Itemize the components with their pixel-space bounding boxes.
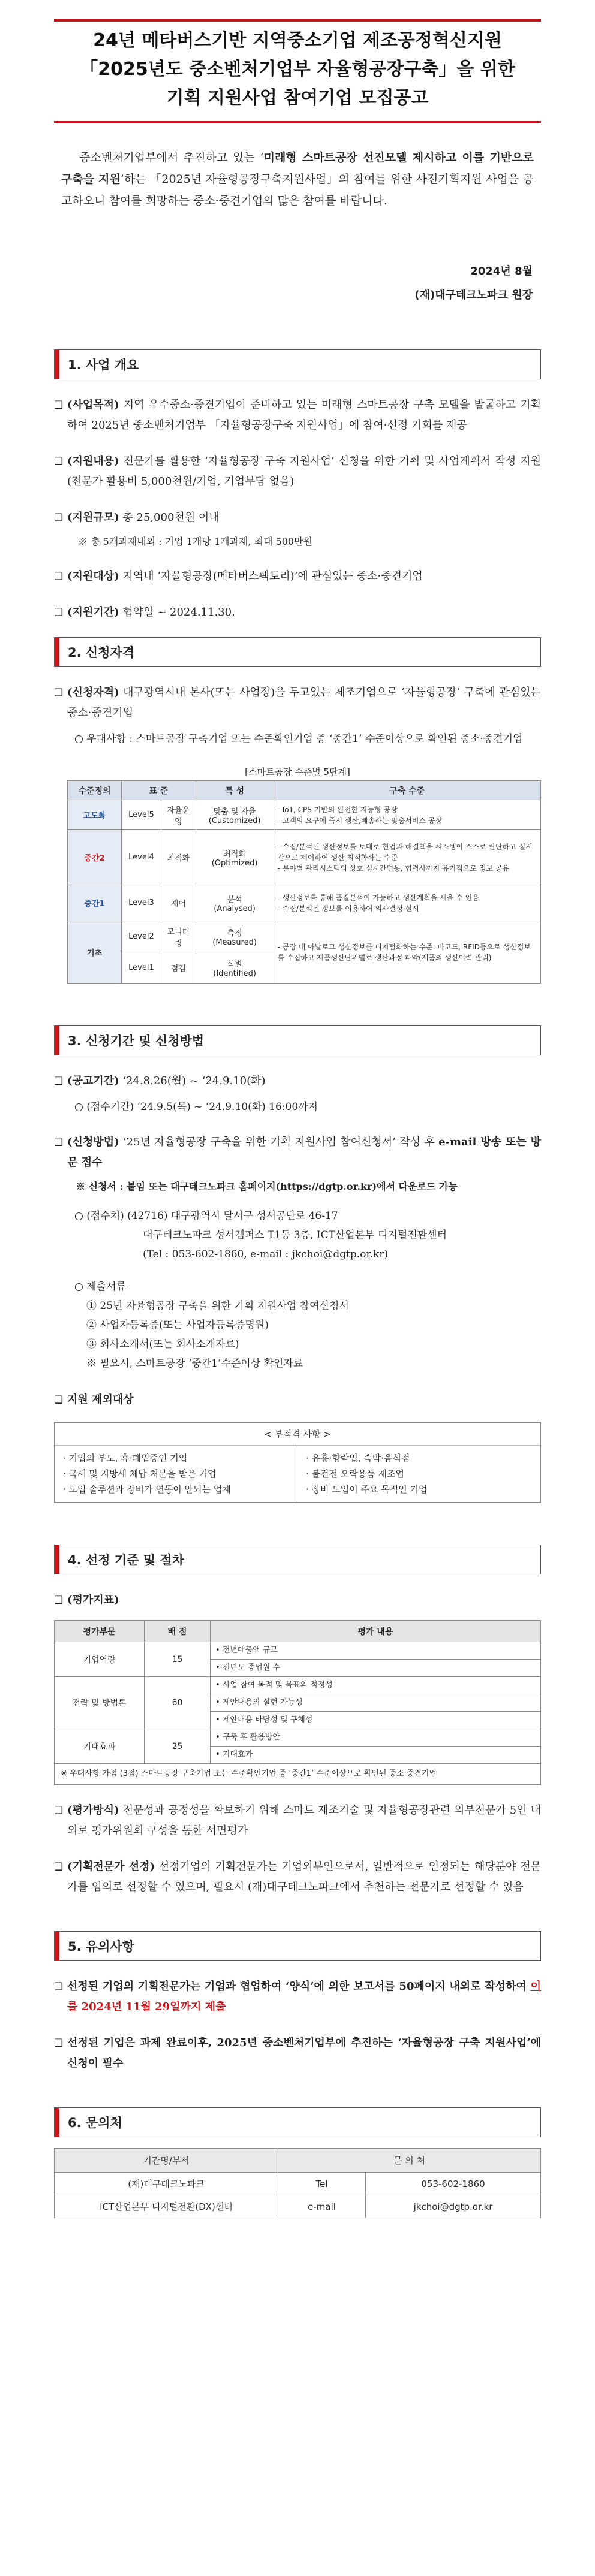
checkbox-square-icon: ❑	[54, 607, 64, 619]
checkbox-square-icon: ❑	[54, 399, 64, 411]
section-6-header: 6. 문의처	[54, 2107, 541, 2137]
table-header: 문 의 처	[278, 2149, 541, 2173]
docs-title: ○ 제출서류	[74, 1281, 126, 1293]
table-row: Level1 점검 식별 (Identified)	[68, 952, 541, 984]
list-item: ② 사업자등록증(또는 사업자등록증명원)	[86, 1319, 269, 1331]
metrics-item: ❑ (평가지표)	[54, 1590, 541, 1610]
checkbox-square-icon: ❑	[54, 687, 64, 699]
table-row: 기업역량 15 • 전년매출액 규모	[55, 1642, 541, 1660]
checkbox-square-icon: ❑	[54, 1594, 64, 1606]
header-bottom-rule	[54, 121, 541, 123]
deadline-highlight: 이를 2024년 11월 29일까지 제출	[67, 1980, 541, 2013]
checkbox-square-icon: ❑	[54, 571, 64, 583]
section-1-header: 1. 사업 개요	[54, 349, 541, 379]
intro-emphasis: 미래형 스마트공장 선진모델 제시하고 이를 기반으로 구축을 지원	[61, 151, 534, 186]
table-header: 배 점	[145, 1621, 211, 1642]
page-title	[54, 22, 541, 113]
section-4-header: 4. 선정 기준 및 절차	[54, 1545, 541, 1574]
checkbox-square-icon: ❑	[54, 1394, 64, 1406]
receipt-place-line2: 대구테크노파크 성서캠퍼스 T1동 3층, ICT산업본부 디지털전환센터	[143, 1229, 447, 1241]
smart-factory-level-table	[67, 780, 541, 984]
table-header: 표 준	[122, 781, 196, 800]
level-table-caption: [스마트공장 수준별 5단계]	[245, 767, 350, 777]
signoff	[54, 260, 541, 307]
issuer-name: (재)대구테크노파크 원장	[414, 289, 533, 301]
note-application: ❑ 선정된 기업은 과제 완료이후, 2025년 중소벤처기업부에 추진하는 ‘자율형공장 구축 지원사업’에 신청이 필수	[54, 2033, 541, 2074]
ineligible-list-left: · 기업의 부도, 휴·폐업중인 기업 · 국세 및 지방세 체납 처분을 받은 기업 · 도입 솔루션과 장비가 연동이 안되는 업체	[55, 1446, 298, 1502]
table-row: • 제안내용 타당성 및 구체성	[55, 1712, 541, 1729]
overview-purpose: ❑ (사업목적) 지역 우수중소·중견기업이 준비하고 있는 미래형 스마트공장 구축 모델을 발굴하고 기획하여 2025년 중소벤처기업부 「자율형공장구축 지원사업」에 참여·선정 기회를 제공	[54, 395, 541, 436]
checkbox-square-icon: ❑	[54, 1075, 64, 1087]
expert-selection: ❑ (기획전문가 선정) 선정기업의 기획전문가는 기업외부인으로서, 일반적으로 인정되는 해당분야 전문가를 임의로 선정할 수 있으며, 필요시 (재)대구테크노파크에서 추천하는 전문가로 선정할 수 있음	[54, 1857, 541, 1898]
intro-paragraph: 중소벤처기업부에서 추진하고 있는 ‘미래형 스마트공장 선진모델 제시하고 이를 기반으로 구축을 지원’하는 「2025년 자율형공장구축지원사업」의 참여를 위한 사전기획지원 사업을 공고하오니 참여를 희망하는 중소·중견기업의 많은 참여를 바랍니다.	[61, 151, 534, 207]
list-item: ③ 회사소개서(또는 회사소개자료)	[86, 1338, 239, 1350]
contact-table	[54, 2148, 541, 2218]
checkbox-square-icon: ❑	[54, 1981, 64, 1993]
table-header: 기관명/부서	[55, 2149, 278, 2173]
note-report: ❑ 선정된 기업의 기획전문가는 기업과 협업하여 ‘양식’에 의한 보고서를 50페이지 내외로 작성하여 이를 2024년 11월 29일까지 제출	[54, 1977, 541, 2017]
section-2-header: 2. 신청자격	[54, 637, 541, 667]
table-header: 수준정의	[68, 781, 122, 800]
table-header: 특 성	[196, 781, 274, 800]
evaluation-method: ❑ (평가방식) 전문성과 공정성을 확보하기 위해 스마트 제조기술 및 자율형공장관련 외부전문가 5인 내외로 평가위원회 구성을 통한 서면평가	[54, 1800, 541, 1841]
table-row: 기초 Level2 모니터링 측정 (Measured) - 공장 내 아날로그 생산정보를 디지털화하는 수준: 바코드, RFID등으로 생산정보를 수집하고 제품생산단위별로 생산과정 파악(제품의 생산이력 관리)	[68, 921, 541, 952]
checkbox-square-icon: ❑	[54, 1136, 64, 1148]
receipt-period: ○ (접수기간) ‘24.9.5(목) ~ ‘24.9.10(화) 16:00까지	[74, 1101, 318, 1113]
contact-phone: 053-602-1860	[366, 2173, 541, 2195]
table-row: 기대효과 25 • 구축 후 활용방안	[55, 1729, 541, 1747]
eligibility-item: ❑ (신청자격) 대구광역시내 본사(또는 사업장)을 두고있는 제조기업으로 ‘자율형공장’ 구축에 관심있는 중소·중견기업	[54, 683, 541, 723]
table-row: 전략 및 방법론 60 • 사업 참여 목적 및 목표의 적정성	[55, 1677, 541, 1694]
ineligible-header: < 부적격 사항 >	[264, 1429, 331, 1440]
evaluation-table	[54, 1620, 541, 1785]
checkbox-square-icon: ❑	[54, 512, 64, 524]
overview-target: ❑ (지원대상) 지역내 ‘자율형공장(메타버스팩토리)’에 관심있는 중소·중견기업	[54, 566, 541, 587]
receipt-place: ○ (접수처) (42716) 대구광역시 달서구 성서공단로 46-17	[74, 1210, 338, 1222]
receipt-contact: (Tel : 053-602-1860, e-mail : jkchoi@dgtp.or.kr)	[143, 1248, 389, 1260]
checkbox-square-icon: ❑	[54, 456, 64, 467]
evaluation-note: ※ 우대사항 가점 (3점) 스마트공장 구축기업 또는 수준확인기업 중 ‘중간1’ 수준이상으로 확인된 중소·중견기업	[55, 1764, 541, 1785]
apply-period: ❑ (공고기간) ‘24.8.26(월) ~ ‘24.9.10(화)	[54, 1071, 541, 1091]
overview-content: ❑ (지원내용) 전문가를 활용한 ‘자율형공장 구축 지원사업’ 신청을 위한 기획 및 사업계획서 작성 지원 (전문가 활용비 5,000천원/기업, 기업부담 없음)	[54, 451, 541, 492]
table-row: 중간2 Level4 최적화 최적화 (Optimized) - 수집/분석된 생산정보를 토대로 현업과 해결책을 시스템이 스스로 판단하고 실시간으로 제어하여 생산 최적화하는 수준 - 분야별 관리시스템의 상호 실시간연동, 협력사까지 유기적으로 정보 공유	[68, 830, 541, 885]
apply-method: ❑ (신청방법) ‘25년 자율형공장 구축을 위한 기획 지원사업 참여신청서’ 작성 후 e-mail 방송 또는 방문 접수	[54, 1132, 541, 1173]
ineligible-list-right: · 유흥·향락업, 숙박·음식점 · 불건전 오락용품 제조업 · 장비 도입이 주요 목적인 기업	[306, 1453, 428, 1495]
document-header	[54, 0, 541, 123]
overview-scale: ❑ (지원규모) 총 25,000천원 이내	[54, 508, 541, 528]
title-line-1: 24년 메타버스기반 지역중소기업 제조공정혁신지원	[93, 30, 502, 51]
title-line-3: 기획 지원사업 참여기업 모집공고	[166, 88, 429, 108]
contact-email[interactable]: jkchoi@dgtp.or.kr	[366, 2195, 541, 2218]
checkbox-square-icon: ❑	[54, 1805, 64, 1817]
table-row: (재)대구테크노파크 Tel 053-602-1860	[55, 2173, 541, 2195]
ineligible-box	[54, 1422, 541, 1503]
table-header: 평가 내용	[211, 1621, 541, 1642]
list-item: ① 25년 자율형공장 구축을 위한 기획 지원사업 참여신청서	[86, 1300, 349, 1312]
table-row: ICT산업본부 디지털전환(DX)센터 e-mail jkchoi@dgtp.or.kr	[55, 2195, 541, 2218]
overview-period: ❑ (지원기간) 협약일 ~ 2024.11.30.	[54, 602, 541, 623]
preference-note: ○ 우대사항 : 스마트공장 구축기업 또는 수준확인기업 중 ‘중간1’ 수준이상으로 확인된 중소·중견기업	[74, 733, 523, 745]
table-header: 평가부문	[55, 1621, 145, 1642]
table-row: 중간1 Level3 제어 분석 (Analysed) - 생산정보를 통해 품질분석이 가능하고 생산계획을 세울 수 있음 - 수집/분석된 정보를 이용하여 의사결정 실시	[68, 885, 541, 921]
table-header: 구축 수준	[274, 781, 540, 800]
download-note: ※ 신청서 : 붙임 또는 대구테크노파크 홈페이지(https://dgtp.or.kr)에서 다운로드 가능	[76, 1181, 458, 1192]
list-item: ※ 필요시, 스마트공장 ‘중간1’수준이상 확인자료	[86, 1358, 303, 1370]
checkbox-square-icon: ❑	[54, 1861, 64, 1873]
table-row: 고도화 Level5 자율운영 맞춤 및 자율 (Customized) - IoT, CPS 기반의 완전한 지능형 공장 - 고객의 요구에 즉시 생산,배송하는 맞춤서비스 공장	[68, 800, 541, 830]
section-3-header: 3. 신청기간 및 신청방법	[54, 1025, 541, 1055]
checkbox-square-icon: ❑	[54, 2037, 64, 2049]
title-line-2: 「2025년도 중소벤처기업부 자율형공장구축」을 위한	[80, 59, 515, 80]
table-row: • 기대효과	[55, 1747, 541, 1764]
scale-note: ※ 총 5개과제내외 : 기업 1개당 1개과제, 최대 500만원	[78, 536, 312, 547]
section-5-header: 5. 유의사항	[54, 1931, 541, 1961]
exclude-item: ❑ 지원 제외대상	[54, 1390, 541, 1410]
table-row: • 전년도 종업원 수	[55, 1660, 541, 1677]
table-row: • 제안내용의 실현 가능성	[55, 1694, 541, 1712]
table-row	[55, 1764, 541, 1785]
announcement-date: 2024년 8월	[470, 265, 533, 277]
